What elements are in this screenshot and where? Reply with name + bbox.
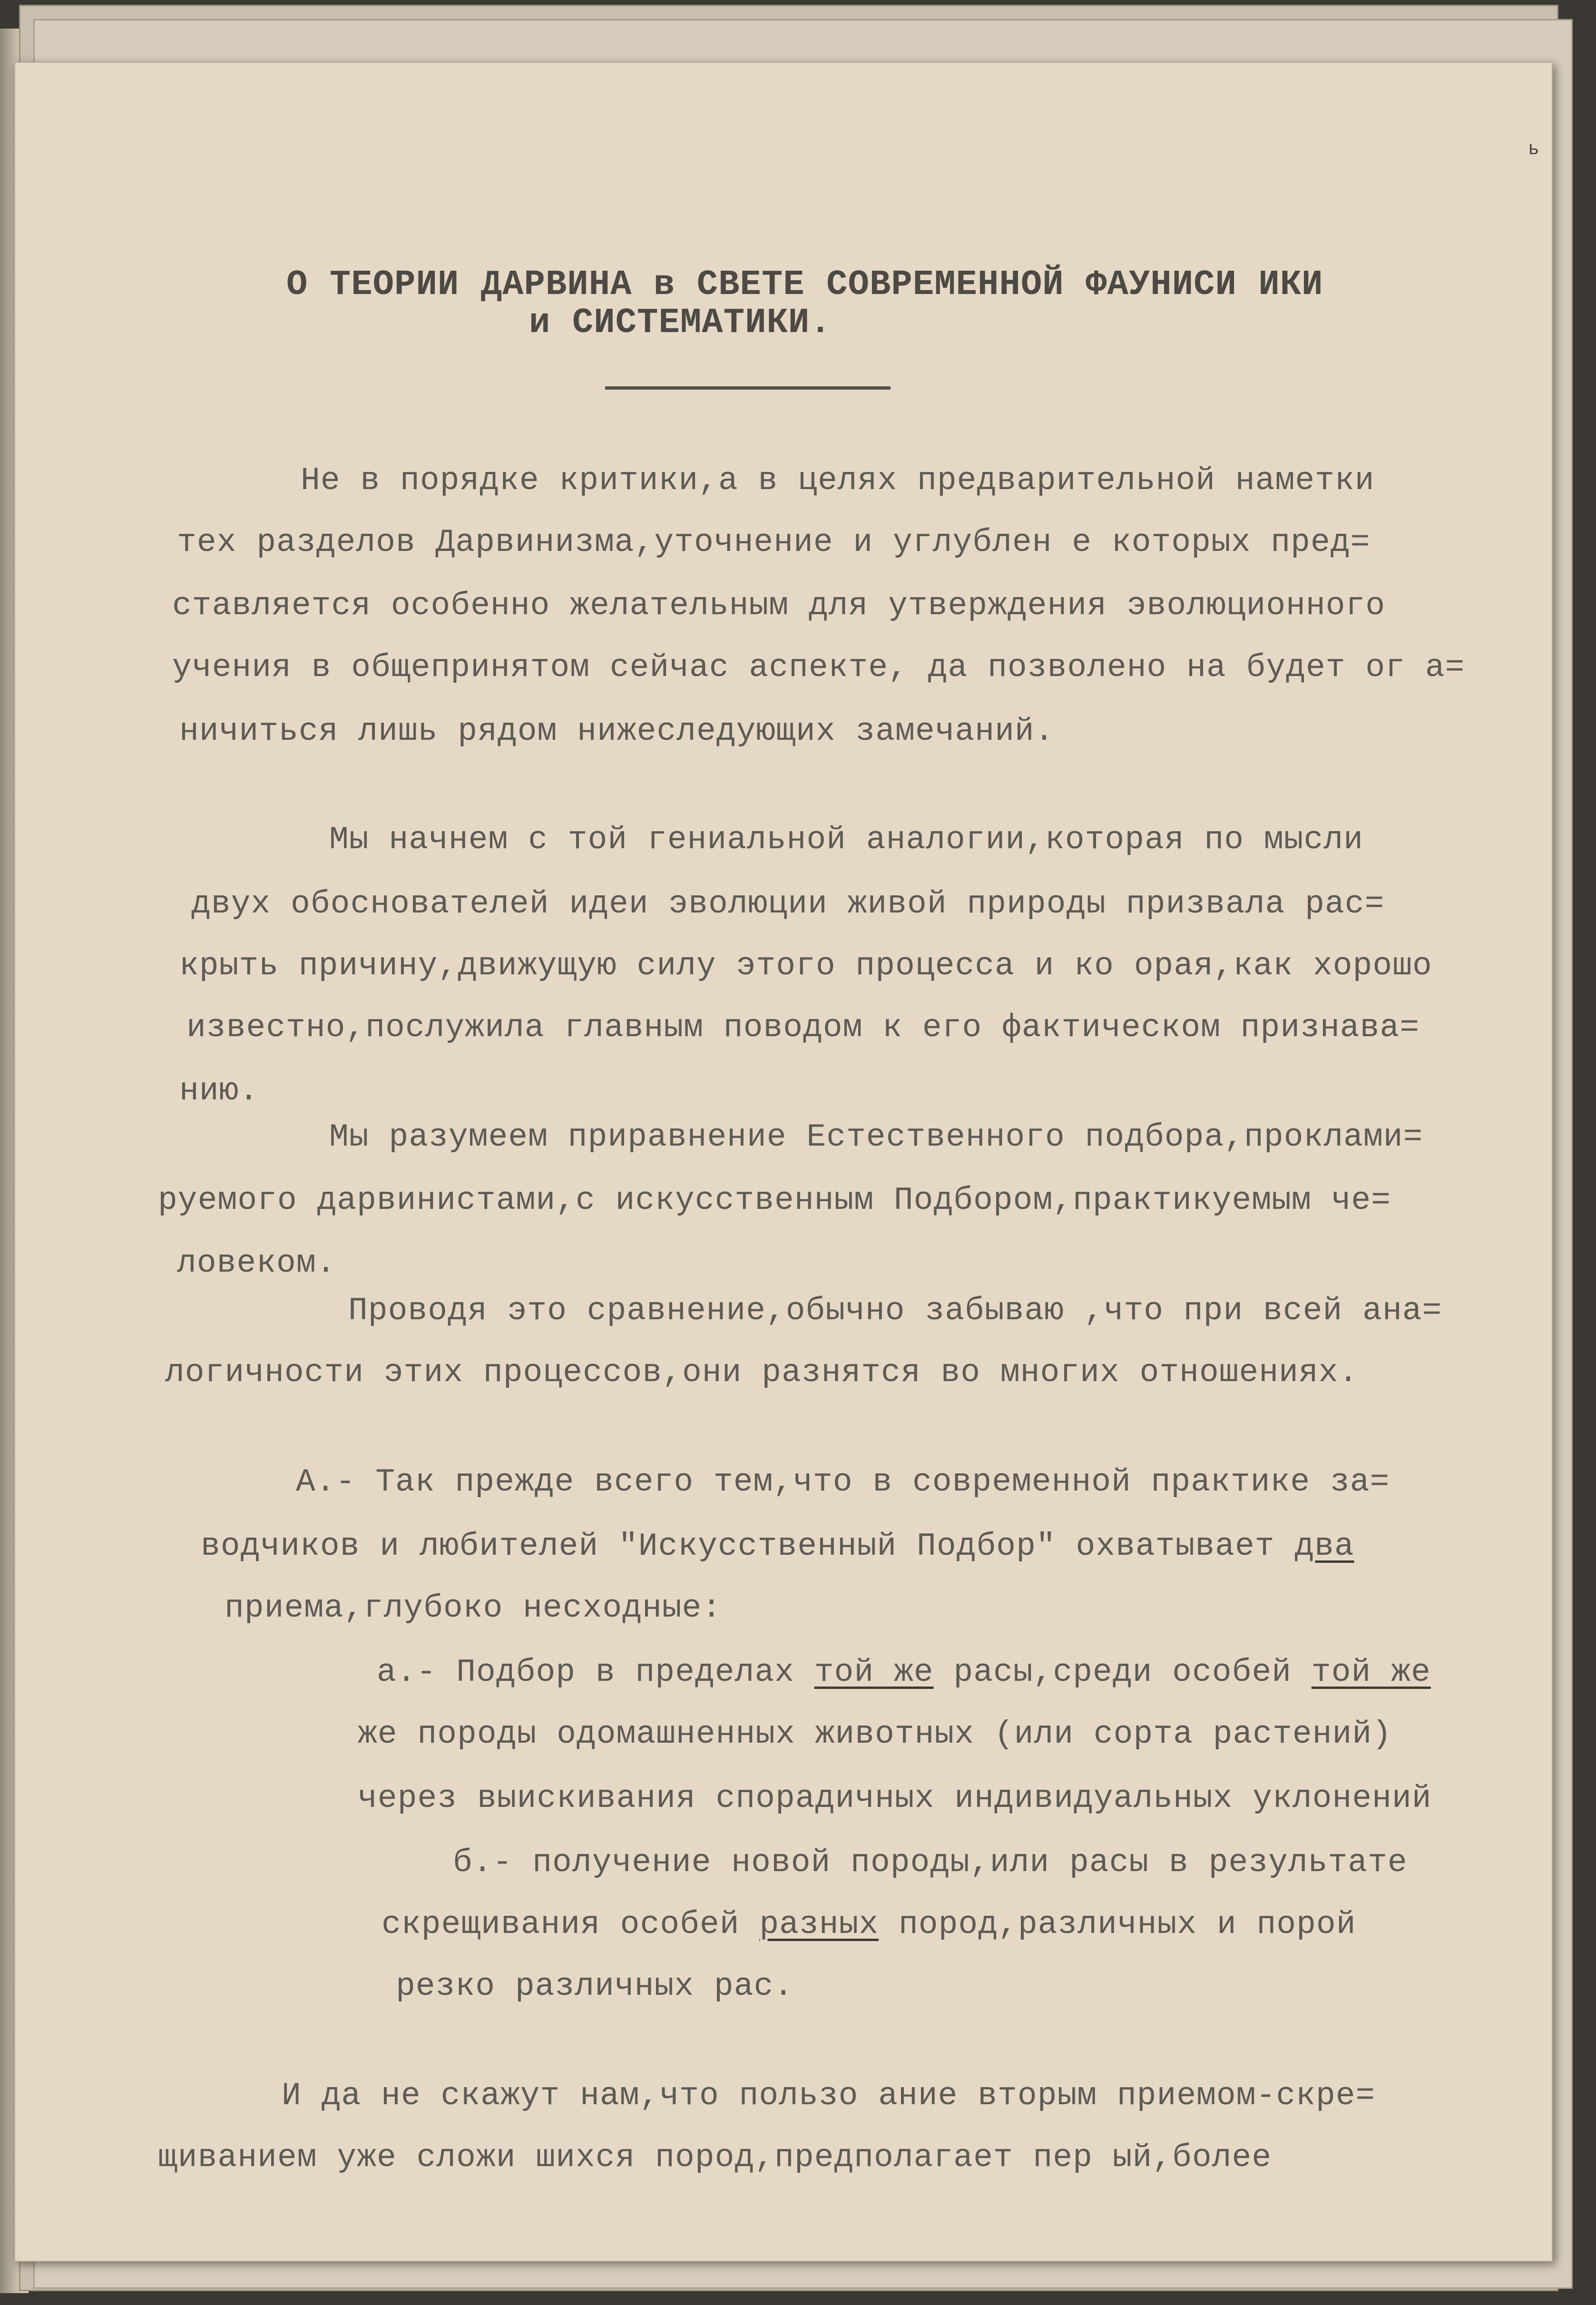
text-line: крыть причину,движущую силу этого процесса и ко орая,как хорошо bbox=[179, 948, 1432, 984]
text-line: через выискивания спорадичных индивидуальных уклонений bbox=[358, 1780, 1432, 1817]
margin-mark: ь bbox=[1528, 139, 1540, 160]
text-line: нию. bbox=[179, 1073, 259, 1109]
title-line-2: и СИСТЕМАТИКИ. bbox=[529, 303, 832, 343]
text-line: а.- Подбор в пределах той же расы,среди особей той же bbox=[377, 1654, 1431, 1691]
text-line: резко различных рас. bbox=[396, 1968, 794, 2005]
text-line: логичности этих процессов,они разнятся во многих отношениях. bbox=[165, 1354, 1359, 1391]
text-line: руемого дарвинистами,с искусственным Подбором,практикуемым че= bbox=[158, 1182, 1391, 1219]
text-line: Мы разумеем приравнение Естественного подбора,проклами= bbox=[329, 1119, 1423, 1156]
text-line: скрещивания особей разных пород,различных и порой bbox=[382, 1906, 1356, 1943]
underlined-word: той же bbox=[814, 1654, 934, 1691]
text-line: Не в порядке критики,а в целях предварительной наметки bbox=[301, 462, 1375, 499]
text-line: Проводя это сравнение,обычно забываю ,что при всей ана= bbox=[348, 1293, 1442, 1329]
text-line: б.- получение новой породы,или расы в результате bbox=[453, 1844, 1408, 1881]
title-rule bbox=[605, 386, 891, 390]
title-line-1: О ТЕОРИИ ДАРВИНА в СВЕТЕ СОВРЕМЕННОЙ ФАУНИСИ ИКИ bbox=[286, 265, 1323, 305]
typewritten-page bbox=[14, 62, 1553, 2262]
text-line: Мы начнем с той гениальной аналогии,которая по мысли bbox=[329, 822, 1363, 858]
text-line: И да не скажут нам,что пользо ание вторым приемом-скре= bbox=[282, 2078, 1376, 2114]
text-line: щиванием уже сложи шихся пород,предполагает пер ый,более bbox=[158, 2139, 1272, 2176]
text-line: учения в общепринятом сейчас аспекте, да позволено на будет ог а= bbox=[172, 649, 1465, 686]
text-line: приема,глубоко несходные: bbox=[225, 1590, 722, 1627]
text-line: же породы одомашненных животных (или сорта растений) bbox=[358, 1716, 1392, 1753]
page-text bbox=[15, 63, 1552, 2261]
text-line: ничиться лишь рядом нижеследующих замечаний. bbox=[179, 713, 1055, 750]
underlined-word: два bbox=[1294, 1528, 1354, 1565]
underlined-word: той же bbox=[1311, 1654, 1431, 1691]
underlined-word: разных bbox=[759, 1906, 879, 1943]
text-line: водчиков и любителей "Искусственный Подбор" охватывает два bbox=[201, 1528, 1354, 1565]
text-line: А.- Так прежде всего тем,что в современной практике за= bbox=[296, 1464, 1390, 1501]
text-line: двух обоснователей идеи эволюции живой природы призвала рас= bbox=[191, 886, 1385, 922]
text-line: ставляется особенно желательным для утверждения эволюционного bbox=[172, 588, 1386, 624]
text-line: известно,послужила главным поводом к его фактическом признава= bbox=[186, 1010, 1420, 1046]
text-line: ловеком. bbox=[177, 1245, 336, 1282]
text-line: тех разделов Дарвинизма,уточнение и углублен е которых пред= bbox=[177, 524, 1371, 561]
